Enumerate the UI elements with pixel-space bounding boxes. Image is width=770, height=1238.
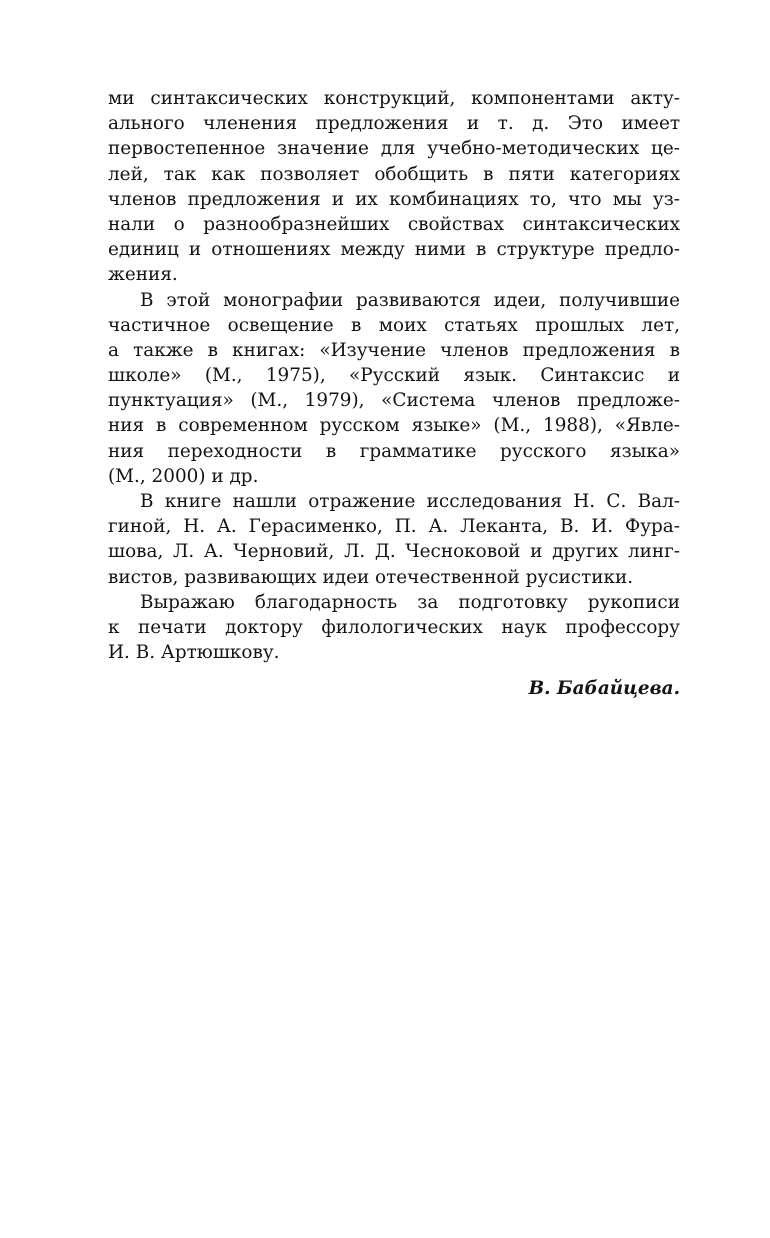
text-line: ния в современном русском языке» (М., 1988), «Явле-: [108, 415, 680, 437]
text-line: жения.: [108, 264, 178, 286]
text-line: единиц и отношениях между ними в структуре предло-: [108, 239, 680, 261]
text-line: В этой монографии развиваются идеи, получившие: [140, 289, 680, 311]
text-line: вистов, развивающих идеи отечественной русистики.: [108, 566, 634, 588]
author-signature: В. Бабайцева.: [528, 678, 680, 699]
text-line: пунктуация» (М., 1979), «Система членов предложе-: [108, 390, 680, 412]
text-line: школе» (М., 1975), «Русский язык. Синтаксис и: [108, 365, 680, 387]
text-line: (М., 2000) и др.: [108, 465, 259, 487]
text-line: частичное освещение в моих статьях прошлых лет,: [108, 314, 680, 336]
text-line: нали о разнообразнейших свойствах синтаксических: [108, 213, 680, 235]
text-line: гиной, Н. А. Герасименко, П. А. Леканта, В. И. Фура-: [108, 516, 680, 538]
text-line: к печати доктору филологических наук профессору: [108, 616, 680, 638]
text-line: членов предложения и их комбинациях то, что мы уз-: [108, 188, 680, 210]
text-line: ального членения предложения и т. д. Это имеет: [108, 113, 680, 135]
text-line: Выражаю благодарность за подготовку рукописи: [140, 591, 680, 613]
text-line: шова, Л. А. Черновий, Л. Д. Чесноковой и других линг-: [108, 541, 680, 563]
body-text: [108, 86, 680, 665]
text-line: первостепенное значение для учебно-методических це-: [108, 138, 680, 160]
text-line: лей, так как позволяет обобщить в пяти категориях: [108, 163, 680, 185]
text-line: ния переходности в грамматике русского языка»: [108, 440, 680, 462]
text-line: И. В. Артюшкову.: [108, 642, 280, 664]
text-line: а также в книгах: «Изучение членов предложения в: [108, 339, 680, 361]
text-line: ми синтаксических конструкций, компонентами акту-: [108, 88, 680, 109]
text-line: В книге нашли отражение исследования Н. С. Вал-: [140, 491, 680, 512]
